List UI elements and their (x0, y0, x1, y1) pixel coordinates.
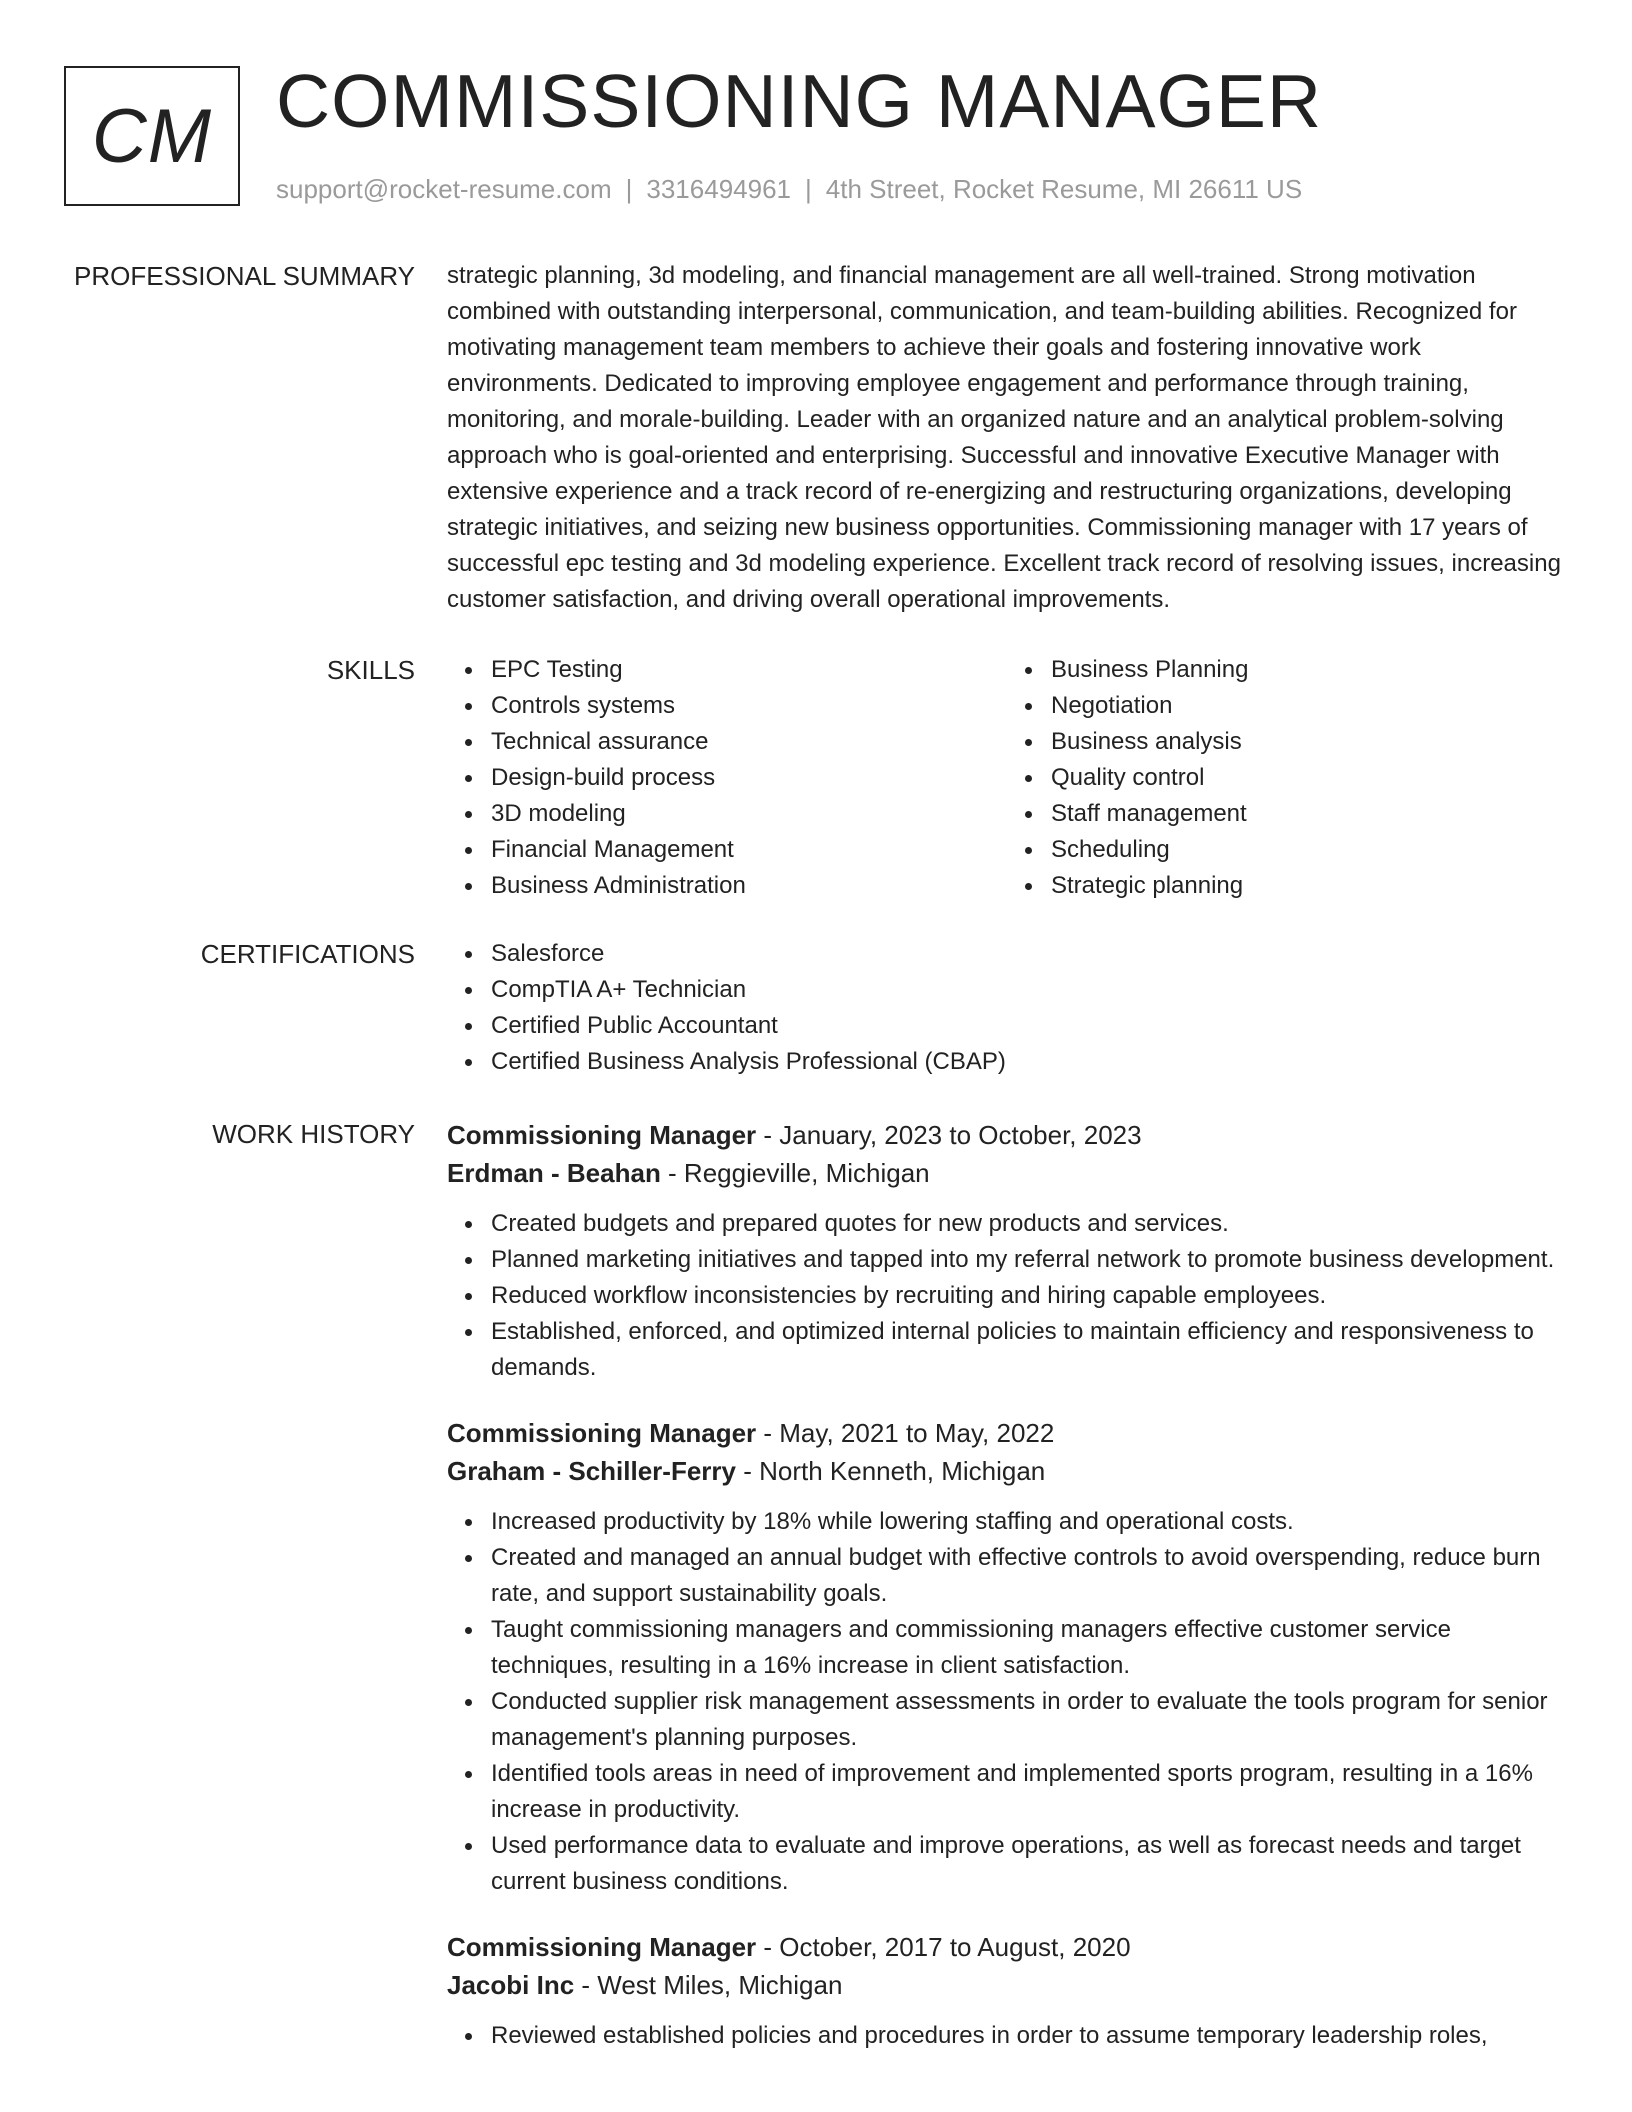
job-title: Commissioning Manager (447, 1120, 757, 1150)
job-bullet: Identified tools areas in need of improvement and implemented sports program, resulting in a 16% increase in productivity. (491, 1756, 1567, 1828)
certification-item: Certified Public Accountant (491, 1008, 1567, 1044)
skill-item: Business Planning (1051, 652, 1567, 688)
skill-item: Controls systems (491, 688, 1007, 724)
monogram-box (64, 66, 240, 206)
job-company-line (447, 1966, 1567, 2004)
job-bullet: Taught commissioning managers and commissioning managers effective customer service techniques, resulting in a 16% increase in client satisfaction. (491, 1612, 1567, 1684)
job-company: Graham - Schiller-Ferry (447, 1456, 736, 1486)
skill-item: Financial Management (491, 832, 1007, 868)
skill-item: Design-build process (491, 760, 1007, 796)
job-company: Erdman - Beahan (447, 1158, 661, 1188)
job-title-line (447, 1414, 1567, 1452)
job-bullet: Created budgets and prepared quotes for new products and services. (491, 1206, 1567, 1242)
job-bullets (447, 2018, 1567, 2054)
job-title: Commissioning Manager (447, 1932, 757, 1962)
skill-item: Quality control (1051, 760, 1567, 796)
monogram-initials: CM (91, 93, 213, 179)
skills-list-right (1007, 652, 1567, 904)
work-label: WORK HISTORY (212, 1119, 415, 1149)
skill-item: Negotiation (1051, 688, 1567, 724)
skill-item: Scheduling (1051, 832, 1567, 868)
job-entry (447, 1928, 1567, 2054)
job-title-line (447, 1928, 1567, 1966)
skill-item: 3D modeling (491, 796, 1007, 832)
summary-body (447, 258, 1567, 618)
job-dates: - May, 2021 to May, 2022 (756, 1418, 1055, 1448)
job-location: - North Kenneth, Michigan (736, 1456, 1046, 1486)
job-bullets (447, 1206, 1567, 1386)
certifications-body (447, 936, 1567, 1080)
skill-item: EPC Testing (491, 652, 1007, 688)
certification-item: CompTIA A+ Technician (491, 972, 1567, 1008)
job-location: - Reggieville, Michigan (660, 1158, 930, 1188)
job-entry (447, 1414, 1567, 1900)
contact-line (276, 174, 1302, 205)
job-title-line (447, 1116, 1567, 1154)
job-bullet: Planned marketing initiatives and tapped into my referral network to promote business development. (491, 1242, 1567, 1278)
candidate-name: COMMISSIONING MANAGER (276, 59, 1323, 143)
skills-label: SKILLS (326, 655, 415, 685)
job-bullet: Increased productivity by 18% while lowering staffing and operational costs. (491, 1504, 1567, 1540)
job-bullet: Used performance data to evaluate and improve operations, as well as forecast needs and target current business conditions. (491, 1828, 1567, 1900)
skills-body (447, 652, 1567, 904)
job-bullet: Conducted supplier risk management assessments in order to evaluate the tools program for senior management's planning purposes. (491, 1684, 1567, 1756)
job-bullet: Created and managed an annual budget with effective controls to avoid overspending, reduce burn rate, and support sustainability goals. (491, 1540, 1567, 1612)
certifications-list (447, 936, 1567, 1080)
contact-phone[interactable]: 3316494961 (646, 174, 791, 204)
job-company: Jacobi Inc (447, 1970, 575, 2000)
skill-item: Technical assurance (491, 724, 1007, 760)
skill-item: Business Administration (491, 868, 1007, 904)
skill-item: Business analysis (1051, 724, 1567, 760)
skills-list-left (447, 652, 1007, 904)
job-entry (447, 1116, 1567, 1386)
work-body (447, 1116, 1567, 2082)
contact-separator: | (625, 174, 633, 204)
job-location: - West Miles, Michigan (574, 1970, 843, 2000)
certification-item: Certified Business Analysis Professional (CBAP) (491, 1044, 1567, 1080)
summary-label: PROFESSIONAL SUMMARY (74, 261, 415, 291)
skill-item: Staff management (1051, 796, 1567, 832)
job-bullet: Reduced workflow inconsistencies by recruiting and hiring capable employees. (491, 1278, 1567, 1314)
job-bullet: Reviewed established policies and procedures in order to assume temporary leadership roles, (491, 2018, 1567, 2054)
contact-address: 4th Street, Rocket Resume, MI 26611 US (825, 174, 1303, 204)
job-dates: - January, 2023 to October, 2023 (756, 1120, 1142, 1150)
job-bullet: Established, enforced, and optimized internal policies to maintain efficiency and responsiveness to demands. (491, 1314, 1567, 1386)
certifications-label: CERTIFICATIONS (200, 939, 415, 969)
job-bullets (447, 1504, 1567, 1900)
job-company-line (447, 1154, 1567, 1192)
contact-email[interactable]: support@rocket-resume.com (276, 174, 612, 204)
job-dates: - October, 2017 to August, 2020 (756, 1932, 1131, 1962)
certification-item: Salesforce (491, 936, 1567, 972)
summary-text: strategic planning, 3d modeling, and financial management are all well-trained. Strong motivation combined with outstanding interpersonal, communication, and team-building abilities. Recognized for motivating management team members to achieve their goals and fostering innovative work environments. Dedicated to improving employee engagement and performance through training, monitoring, and morale-building. Leader with an organized nature and an analytical problem-solving approach who is goal-oriented and enterprising. Successful and innovative Executive Manager with extensive experience and a track record of re-energizing and restructuring organizations, developing strategic initiatives, and seizing new business opportunities. Commissioning manager with 17 years of successful epc testing and 3d modeling experience. Excellent track record of resolving issues, increasing customer satisfaction, and driving overall operational improvements. (447, 262, 1561, 613)
skill-item: Strategic planning (1051, 868, 1567, 904)
job-company-line (447, 1452, 1567, 1490)
job-title: Commissioning Manager (447, 1418, 757, 1448)
contact-separator: | (805, 174, 812, 204)
